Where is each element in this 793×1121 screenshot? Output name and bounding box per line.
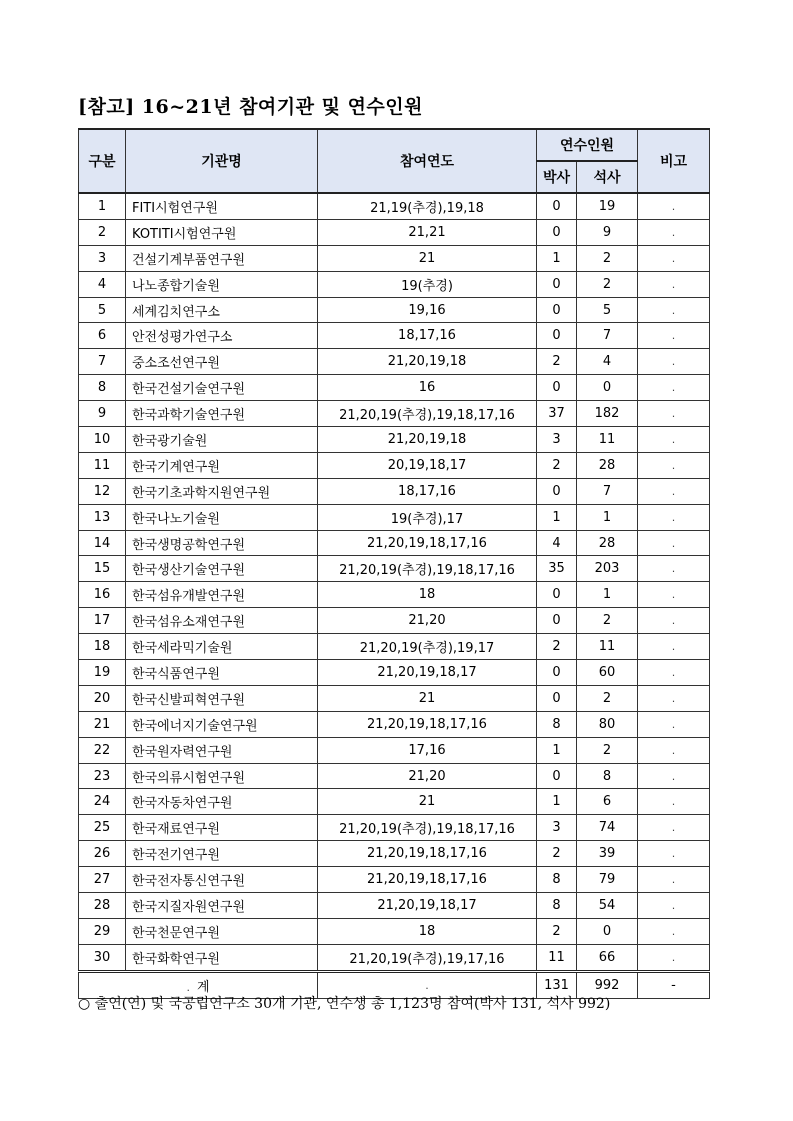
cell-remarks: .: [638, 245, 710, 271]
cell-years: 21,20,19,18,17,16: [318, 841, 537, 867]
cell-phd: 0: [537, 271, 577, 297]
table-row: [79, 634, 710, 660]
cell-remarks: .: [638, 323, 710, 349]
cell-no: 10: [79, 427, 126, 453]
cell-no: 7: [79, 349, 126, 375]
cell-years: 20,19,18,17: [318, 452, 537, 478]
cell-no: 17: [79, 608, 126, 634]
cell-phd: 35: [537, 556, 577, 582]
cell-remarks: .: [638, 297, 710, 323]
cell-master: 79: [577, 867, 638, 893]
table-row: [79, 867, 710, 893]
cell-institution: FITI시험연구원: [126, 193, 318, 219]
cell-phd: 8: [537, 893, 577, 919]
cell-master: 0: [577, 375, 638, 401]
cell-no: 25: [79, 815, 126, 841]
table-row: [79, 427, 710, 453]
cell-years: 21,20,19(추경),19,17: [318, 634, 537, 660]
cell-institution: 한국자동차연구원: [126, 789, 318, 815]
cell-remarks: .: [638, 737, 710, 763]
cell-institution: 한국천문연구원: [126, 918, 318, 944]
cell-master: 2: [577, 271, 638, 297]
cell-no: 1: [79, 193, 126, 219]
cell-no: 27: [79, 867, 126, 893]
cell-no: 26: [79, 841, 126, 867]
table-row: [79, 815, 710, 841]
cell-no: 19: [79, 660, 126, 686]
table-row: [79, 349, 710, 375]
cell-phd: 0: [537, 763, 577, 789]
cell-master: 19: [577, 193, 638, 219]
cell-no: 14: [79, 530, 126, 556]
cell-phd: 1: [537, 504, 577, 530]
cell-institution: 한국생명공학연구원: [126, 530, 318, 556]
cell-phd: 1: [537, 789, 577, 815]
table-row: [79, 556, 710, 582]
table-row: [79, 271, 710, 297]
cell-remarks: .: [638, 867, 710, 893]
cell-remarks: .: [638, 634, 710, 660]
table-row: [79, 893, 710, 919]
cell-institution: 한국건설기술연구원: [126, 375, 318, 401]
cell-remarks: .: [638, 944, 710, 971]
total-remarks: -: [638, 971, 710, 998]
cell-no: 8: [79, 375, 126, 401]
cell-master: 0: [577, 918, 638, 944]
cell-no: 16: [79, 582, 126, 608]
cell-phd: 0: [537, 660, 577, 686]
cell-remarks: .: [638, 789, 710, 815]
cell-master: 2: [577, 685, 638, 711]
cell-master: 11: [577, 634, 638, 660]
cell-phd: 11: [537, 944, 577, 971]
cell-master: 54: [577, 893, 638, 919]
cell-years: 19,16: [318, 297, 537, 323]
institutions-table: [78, 128, 710, 999]
cell-master: 7: [577, 323, 638, 349]
cell-years: 21,20,19,18,17,16: [318, 711, 537, 737]
cell-remarks: .: [638, 452, 710, 478]
header-master: 석사: [577, 161, 638, 193]
cell-institution: 한국전자통신연구원: [126, 867, 318, 893]
total-phd: 131: [537, 971, 577, 998]
cell-no: 21: [79, 711, 126, 737]
cell-institution: 한국기초과학지원연구원: [126, 478, 318, 504]
table-row: [79, 789, 710, 815]
table-row: [79, 193, 710, 219]
cell-institution: 한국재료연구원: [126, 815, 318, 841]
table-row: [79, 375, 710, 401]
cell-years: 21,20,19,18,17,16: [318, 867, 537, 893]
table-row: [79, 530, 710, 556]
cell-phd: 0: [537, 193, 577, 219]
cell-master: 60: [577, 660, 638, 686]
cell-phd: 0: [537, 375, 577, 401]
header-trainees: 연수인원: [537, 129, 638, 161]
cell-remarks: .: [638, 556, 710, 582]
cell-no: 13: [79, 504, 126, 530]
summary-note: ○ 출연(연) 및 국공립연구소 30개 기관, 연수생 총 1,123명 참여(박사 131, 석사 992): [78, 996, 611, 1012]
cell-institution: 한국지질자원연구원: [126, 893, 318, 919]
cell-phd: 2: [537, 349, 577, 375]
cell-years: 21: [318, 685, 537, 711]
cell-master: 9: [577, 219, 638, 245]
cell-years: 21,20,19,18: [318, 427, 537, 453]
cell-phd: 37: [537, 401, 577, 427]
table-row: [79, 685, 710, 711]
cell-master: 6: [577, 789, 638, 815]
cell-phd: 1: [537, 737, 577, 763]
cell-years: 21,20,19(추경),19,18,17,16: [318, 815, 537, 841]
cell-no: 18: [79, 634, 126, 660]
cell-remarks: .: [638, 478, 710, 504]
cell-phd: 2: [537, 452, 577, 478]
cell-no: 11: [79, 452, 126, 478]
cell-master: 66: [577, 944, 638, 971]
cell-phd: 3: [537, 815, 577, 841]
cell-years: 21,20,19,18,17: [318, 893, 537, 919]
cell-no: 6: [79, 323, 126, 349]
table-row: [79, 660, 710, 686]
cell-institution: 한국식품연구원: [126, 660, 318, 686]
table-row: [79, 323, 710, 349]
cell-master: 2: [577, 737, 638, 763]
cell-remarks: .: [638, 530, 710, 556]
cell-years: 18,17,16: [318, 478, 537, 504]
cell-institution: 한국에너지기술연구원: [126, 711, 318, 737]
cell-remarks: .: [638, 375, 710, 401]
cell-years: 21,20: [318, 763, 537, 789]
cell-remarks: .: [638, 219, 710, 245]
cell-master: 7: [577, 478, 638, 504]
cell-institution: 한국원자력연구원: [126, 737, 318, 763]
header-years: 참여연도: [318, 129, 537, 193]
cell-remarks: .: [638, 763, 710, 789]
cell-years: 21,20: [318, 608, 537, 634]
table-row: [79, 219, 710, 245]
cell-institution: 한국세라믹기술원: [126, 634, 318, 660]
cell-years: 21,20,19(추경),19,18,17,16: [318, 401, 537, 427]
cell-years: 16: [318, 375, 537, 401]
cell-master: 28: [577, 452, 638, 478]
cell-no: 4: [79, 271, 126, 297]
cell-remarks: .: [638, 685, 710, 711]
cell-remarks: .: [638, 918, 710, 944]
cell-master: 1: [577, 504, 638, 530]
cell-phd: 0: [537, 685, 577, 711]
cell-phd: 2: [537, 634, 577, 660]
table-row: [79, 737, 710, 763]
cell-institution: 한국화학연구원: [126, 944, 318, 971]
table-row: [79, 245, 710, 271]
cell-phd: 8: [537, 711, 577, 737]
cell-years: 21,20,19,18,17,16: [318, 530, 537, 556]
cell-no: 29: [79, 918, 126, 944]
cell-institution: 안전성평가연구소: [126, 323, 318, 349]
cell-remarks: .: [638, 582, 710, 608]
cell-years: 18: [318, 918, 537, 944]
cell-phd: 0: [537, 297, 577, 323]
cell-phd: 0: [537, 608, 577, 634]
table-row: [79, 452, 710, 478]
cell-phd: 1: [537, 245, 577, 271]
cell-master: 8: [577, 763, 638, 789]
cell-master: 182: [577, 401, 638, 427]
cell-master: 28: [577, 530, 638, 556]
cell-institution: 한국기계연구원: [126, 452, 318, 478]
cell-years: 17,16: [318, 737, 537, 763]
cell-years: 21: [318, 789, 537, 815]
cell-remarks: .: [638, 427, 710, 453]
cell-master: 4: [577, 349, 638, 375]
cell-master: 5: [577, 297, 638, 323]
cell-phd: 0: [537, 582, 577, 608]
cell-no: 20: [79, 685, 126, 711]
table-row: [79, 763, 710, 789]
cell-institution: 한국신발피혁연구원: [126, 685, 318, 711]
cell-institution: 나노종합기술원: [126, 271, 318, 297]
cell-master: 1: [577, 582, 638, 608]
cell-years: 18,17,16: [318, 323, 537, 349]
total-label: . 계: [79, 971, 318, 998]
header-phd: 박사: [537, 161, 577, 193]
cell-institution: 한국전기연구원: [126, 841, 318, 867]
cell-institution: KOTITI시험연구원: [126, 219, 318, 245]
cell-no: 5: [79, 297, 126, 323]
cell-years: 21,20,19(추경),19,17,16: [318, 944, 537, 971]
cell-no: 30: [79, 944, 126, 971]
cell-no: 28: [79, 893, 126, 919]
total-years: .: [318, 971, 537, 998]
cell-remarks: .: [638, 841, 710, 867]
cell-master: 80: [577, 711, 638, 737]
cell-no: 15: [79, 556, 126, 582]
cell-years: 21,20,19(추경),19,18,17,16: [318, 556, 537, 582]
cell-phd: 8: [537, 867, 577, 893]
cell-years: 19(추경): [318, 271, 537, 297]
cell-institution: 한국나노기술원: [126, 504, 318, 530]
cell-years: 21,21: [318, 219, 537, 245]
cell-remarks: .: [638, 193, 710, 219]
cell-remarks: .: [638, 815, 710, 841]
cell-years: 18: [318, 582, 537, 608]
cell-no: 24: [79, 789, 126, 815]
cell-institution: 세계김치연구소: [126, 297, 318, 323]
cell-institution: 한국과학기술연구원: [126, 401, 318, 427]
cell-institution: 한국생산기술연구원: [126, 556, 318, 582]
header-no: 구분: [79, 129, 126, 193]
cell-master: 2: [577, 608, 638, 634]
cell-no: 3: [79, 245, 126, 271]
cell-phd: 3: [537, 427, 577, 453]
cell-no: 23: [79, 763, 126, 789]
cell-remarks: .: [638, 504, 710, 530]
cell-institution: 한국광기술원: [126, 427, 318, 453]
cell-phd: 2: [537, 918, 577, 944]
cell-phd: 2: [537, 841, 577, 867]
cell-years: 21: [318, 245, 537, 271]
table-row: [79, 608, 710, 634]
table-row: [79, 841, 710, 867]
cell-no: 22: [79, 737, 126, 763]
cell-institution: 한국섬유개발연구원: [126, 582, 318, 608]
cell-remarks: .: [638, 608, 710, 634]
cell-no: 2: [79, 219, 126, 245]
table-row: [79, 478, 710, 504]
cell-phd: 0: [537, 323, 577, 349]
header-remarks: 비고: [638, 129, 710, 193]
cell-phd: 4: [537, 530, 577, 556]
table-row: [79, 918, 710, 944]
page-title: [참고] 16~21년 참여기관 및 연수인원: [78, 96, 423, 118]
cell-master: 2: [577, 245, 638, 271]
table-row: [79, 944, 710, 971]
cell-institution: 중소조선연구원: [126, 349, 318, 375]
total-master: 992: [577, 971, 638, 998]
cell-years: 21,20,19,18: [318, 349, 537, 375]
table-row: [79, 297, 710, 323]
cell-remarks: .: [638, 893, 710, 919]
cell-remarks: .: [638, 660, 710, 686]
cell-master: 203: [577, 556, 638, 582]
cell-remarks: .: [638, 711, 710, 737]
cell-remarks: .: [638, 271, 710, 297]
cell-master: 39: [577, 841, 638, 867]
table-row: [79, 504, 710, 530]
header-institution: 기관명: [126, 129, 318, 193]
cell-master: 74: [577, 815, 638, 841]
cell-institution: 한국의류시험연구원: [126, 763, 318, 789]
cell-phd: 0: [537, 219, 577, 245]
cell-phd: 0: [537, 478, 577, 504]
cell-years: 21,19(추경),19,18: [318, 193, 537, 219]
cell-master: 11: [577, 427, 638, 453]
cell-no: 9: [79, 401, 126, 427]
cell-institution: 한국섬유소재연구원: [126, 608, 318, 634]
table-row: [79, 401, 710, 427]
cell-remarks: .: [638, 401, 710, 427]
table-row: [79, 582, 710, 608]
table-row: [79, 711, 710, 737]
cell-institution: 건설기계부품연구원: [126, 245, 318, 271]
cell-no: 12: [79, 478, 126, 504]
cell-years: 21,20,19,18,17: [318, 660, 537, 686]
cell-years: 19(추경),17: [318, 504, 537, 530]
cell-remarks: .: [638, 349, 710, 375]
